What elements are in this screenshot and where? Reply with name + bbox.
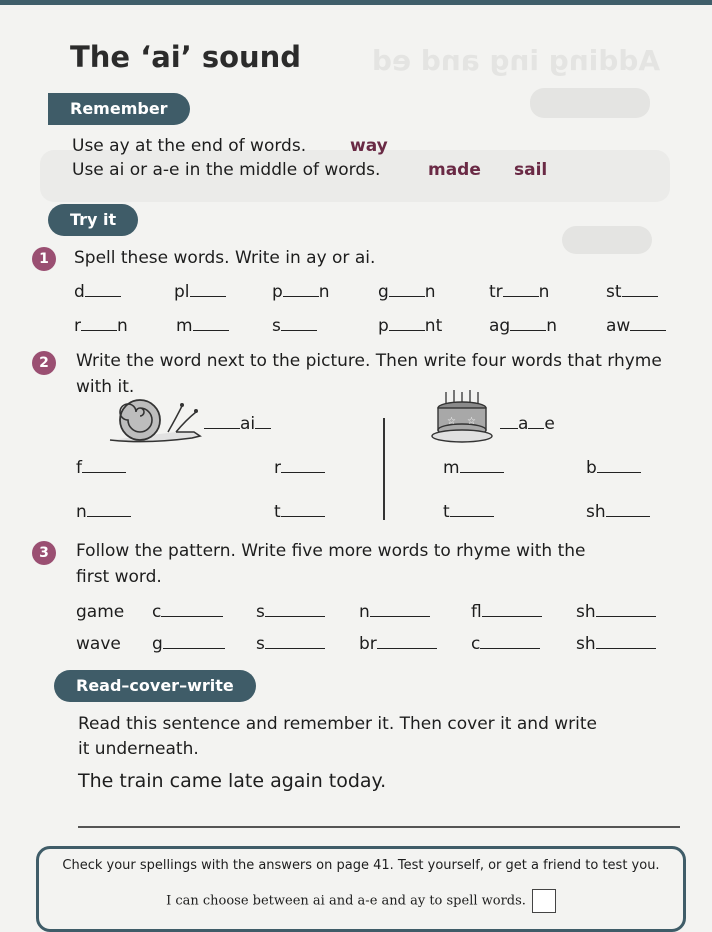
pattern-word: wave <box>76 634 121 654</box>
question-2-number: 2 <box>32 351 56 375</box>
rule-1-example: way <box>350 136 388 156</box>
rhyme-word[interactable]: sh <box>576 634 656 654</box>
q1-word[interactable]: ag n <box>489 316 557 336</box>
q1-word[interactable]: m <box>176 316 229 336</box>
reverse-page-bleed-bar <box>530 88 650 118</box>
rule-2-example-made: made <box>428 160 481 180</box>
q1-word[interactable]: g n <box>378 282 436 302</box>
q1-word[interactable]: r n <box>74 316 128 336</box>
q1-word[interactable]: d <box>74 282 121 302</box>
read-cover-write-tag: Read–cover–write <box>54 670 256 702</box>
top-border <box>0 0 712 5</box>
page-title: The ‘ai’ sound <box>70 40 302 74</box>
rhyme-word[interactable]: c <box>152 602 223 622</box>
question-1-instruction: Spell these words. Write in ay or ai. <box>74 248 376 268</box>
q1-word[interactable]: pl <box>174 282 226 302</box>
tick-box[interactable] <box>532 889 556 913</box>
question-3-number: 3 <box>32 541 56 565</box>
rhyme-word[interactable]: c <box>471 634 540 654</box>
question-2-instruction-line-2: with it. <box>76 377 135 397</box>
svg-text:☆: ☆ <box>467 416 476 427</box>
birthday-cake-icon <box>430 388 494 444</box>
remember-tag: Remember <box>48 93 190 125</box>
rhyme-word[interactable]: s <box>256 634 325 654</box>
rule-2-text: Use ai or a-e in the middle of words. <box>72 160 381 180</box>
rhyme-word[interactable]: n <box>76 502 131 522</box>
rhyme-word[interactable]: g <box>152 634 225 654</box>
answer-write-line[interactable] <box>78 826 680 828</box>
rhyme-word[interactable]: t <box>443 502 494 522</box>
q1-word[interactable]: tr n <box>489 282 550 302</box>
rule-1-text: Use ay at the end of words. <box>72 136 307 156</box>
remember-rule-2 <box>72 160 380 180</box>
rhyme-word[interactable]: sh <box>576 602 656 622</box>
rhyme-word[interactable]: t <box>274 502 325 522</box>
question-3-instruction-line-1: Follow the pattern. Write five more words to rhyme with the <box>76 541 586 561</box>
reverse-page-bleed: Adding ing and ed <box>372 44 661 77</box>
check-spellings-text: Check your spellings with the answers on page 41. Test yourself, or get a friend to test you. <box>62 858 660 873</box>
try-it-tag: Try it <box>48 204 138 236</box>
snail-icon <box>106 398 202 444</box>
rhyme-word[interactable]: m <box>443 458 504 478</box>
svg-text:☆: ☆ <box>447 416 456 427</box>
question-1-number: 1 <box>32 247 56 271</box>
question-3-instruction-line-2: first word. <box>76 567 162 587</box>
rcw-instruction-line-2: it underneath. <box>78 739 199 759</box>
rhyme-word[interactable]: s <box>256 602 325 622</box>
self-check-box <box>36 846 686 932</box>
rcw-instruction-line-1: Read this sentence and remember it. Then cover it and write <box>78 714 597 734</box>
q1-word[interactable]: st <box>606 282 658 302</box>
q1-word[interactable]: p n <box>272 282 330 302</box>
rhyme-word[interactable]: br <box>359 634 437 654</box>
cake-word-blank[interactable]: a e <box>500 414 555 434</box>
rhyme-word[interactable]: b <box>586 458 641 478</box>
reverse-page-bleed-bar <box>562 226 652 254</box>
rhyme-word[interactable]: n <box>359 602 430 622</box>
can-choose-text: I can choose between ai and a-e and ay to spell words. <box>166 893 526 909</box>
rhyme-word[interactable]: r <box>274 458 325 478</box>
pattern-word: game <box>76 602 125 622</box>
rcw-sentence: The train came late again today. <box>78 770 387 792</box>
picture-divider <box>383 418 385 520</box>
rhyme-word[interactable]: f <box>76 458 126 478</box>
question-2-instruction-line-1: Write the word next to the picture. Then write four words that rhyme <box>76 351 662 371</box>
q1-word[interactable]: aw <box>606 316 666 336</box>
rhyme-word[interactable]: fl <box>471 602 542 622</box>
can-choose-statement <box>39 889 683 913</box>
q1-word[interactable]: s <box>272 316 317 336</box>
snail-word-blank[interactable]: ai <box>204 414 271 434</box>
rule-2-example-sail: sail <box>514 160 548 180</box>
rhyme-word[interactable]: sh <box>586 502 650 522</box>
remember-rule-1 <box>72 136 306 156</box>
q1-word[interactable]: p nt <box>378 316 443 336</box>
